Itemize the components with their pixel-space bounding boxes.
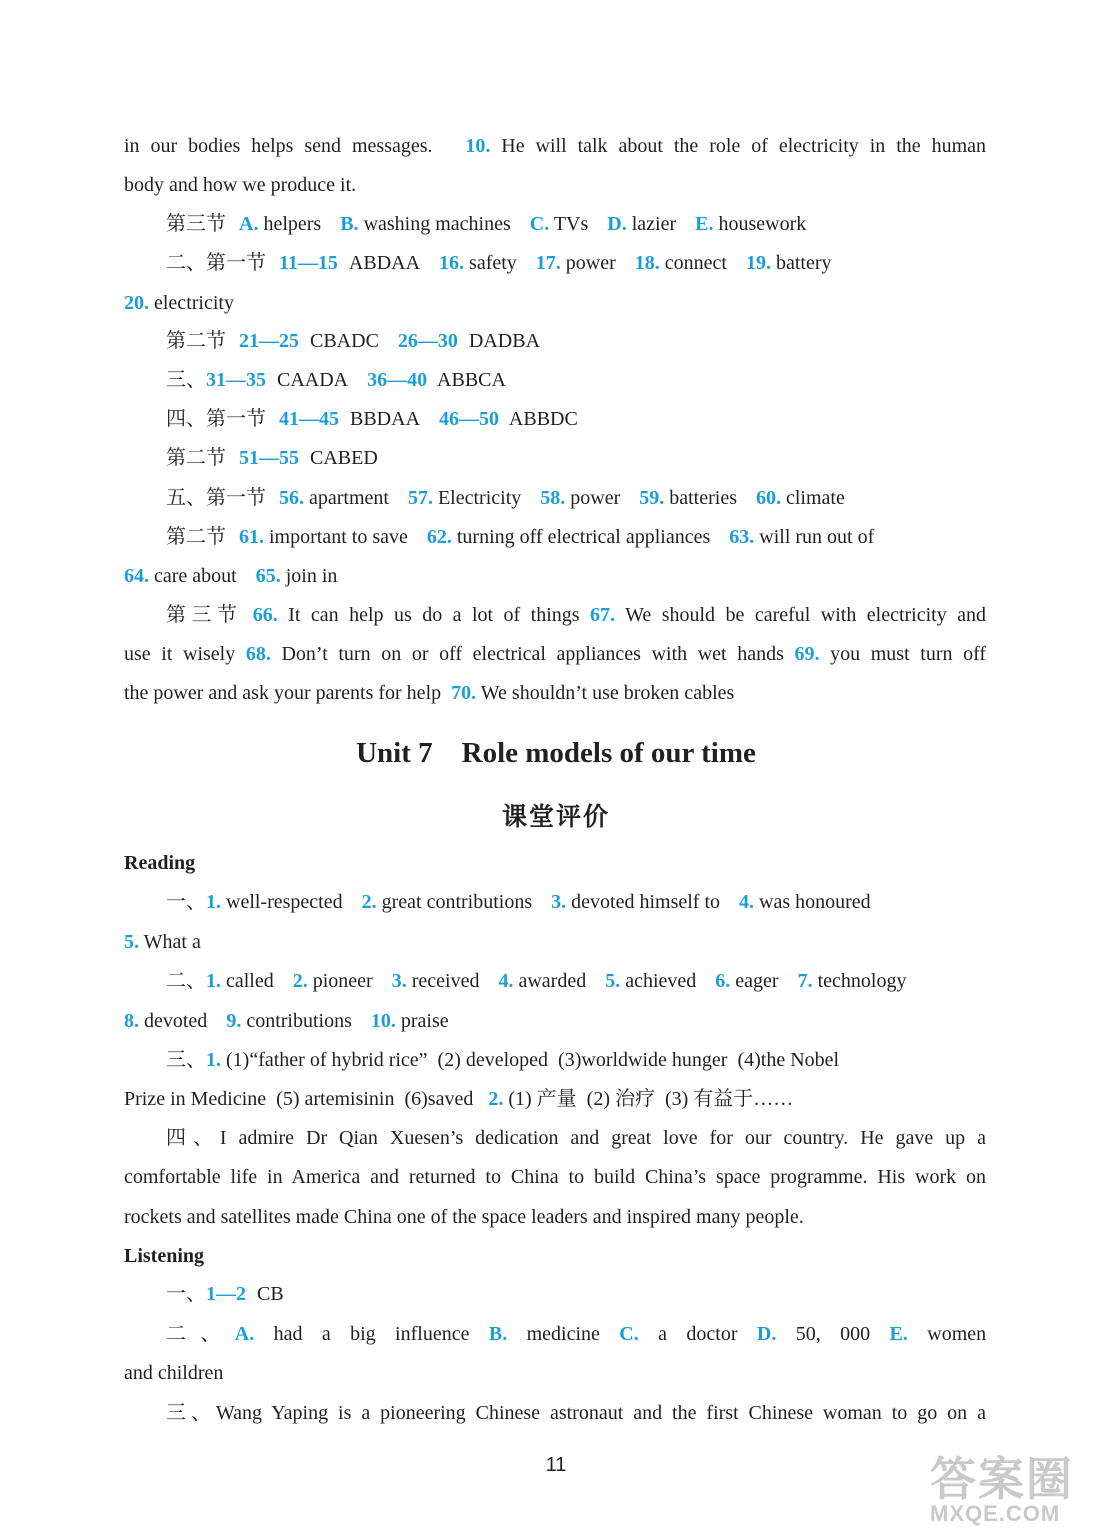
answer-line: use it wisely 68. Don’t turn on or off electrical appliances with wet hands 69. you must turn off: [124, 643, 987, 665]
paragraph-line: rockets and satellites made China one of the space leaders and inspired many people.: [124, 1206, 804, 1228]
answer-line: 第二节 51—55 CABED: [166, 447, 378, 469]
unit-title: Unit 7 Role models of our time: [356, 737, 756, 769]
answer-line: 二、第一节 11—15 ABDAA 16. safety 17. power 18. connect 19. battery: [166, 252, 832, 274]
answer-line: 一、1. well-respected 2. great contributions 3. devoted himself to 4. was honoured: [166, 891, 871, 913]
listening-heading: Listening: [124, 1245, 205, 1267]
question-number: 10.: [465, 135, 491, 157]
answer-line: 20. electricity: [124, 292, 234, 314]
answer-line: 第二节 61. important to save 62. turning off electrical appliances 63. will run out of: [166, 526, 875, 548]
reading-heading: Reading: [124, 852, 196, 874]
answer-number: A.: [239, 213, 259, 235]
answer-line: 二、A. had a big influence B. medicine C. a doctor D. 50, 000 E. women: [166, 1323, 987, 1345]
answer-line: 64. care about 65. join in: [124, 565, 338, 587]
paragraph-line: 四、I admire Dr Qian Xuesen’s dedication and great love for our country. He gave up a: [166, 1127, 986, 1149]
answer-line: and children: [124, 1362, 224, 1384]
answer-line: 第三节 66. It can help us do a lot of things 67. We should be careful with electricity and: [166, 604, 987, 626]
answer-line: Prize in Medicine (5) artemisinin (6)saved 2. (1) 产量 (2) 治疗 (3) 有益于……: [124, 1088, 794, 1110]
answer-number: D.: [607, 213, 627, 235]
watermark-logo: [930, 1455, 1100, 1527]
section-title: 课堂评价: [501, 804, 610, 831]
answer-line: 第二节 21—25 CBADC 26—30 DADBA: [166, 330, 541, 352]
answer-line: 三、31—35 CAADA 36—40 ABBCA: [166, 369, 506, 391]
answer-line: body and how we produce it.: [124, 174, 357, 196]
answer-line: 一、1—2 CB: [166, 1283, 284, 1305]
page-number: 11: [545, 1454, 567, 1476]
answer-number: C.: [529, 213, 550, 235]
answer-line: 四、第一节 41—45 BBDAA 46—50 ABBDC: [166, 408, 578, 430]
watermark-main: 答案圈: [930, 1453, 1074, 1505]
paragraph-line: comfortable life in America and returned to China to build China’s space programme. His work on: [124, 1166, 986, 1188]
answer-line: 8. devoted 9. contributions 10. praise: [124, 1010, 449, 1032]
watermark-url: MXQE.COM: [930, 1501, 1061, 1526]
answer-line: 三、1. (1)“father of hybrid rice” (2) developed (3)worldwide hunger (4)the Nobel: [166, 1049, 840, 1071]
answer-line: the power and ask your parents for help 70. We shouldn’t use broken cables: [124, 682, 735, 704]
answer-line: in our bodies helps send messages. 10. He will talk about the role of electricity in the human: [124, 135, 987, 157]
answer-line: 五、第一节 56. apartment 57. Electricity 58. power 59. batteries 60. climate: [166, 487, 845, 509]
answer-number: B.: [340, 213, 359, 235]
answer-line: 5. What a: [124, 931, 201, 953]
answer-line: 二、1. called 2. pioneer 3. received 4. awarded 5. achieved 6. eager 7. technology: [166, 970, 907, 992]
answer-number: E.: [695, 213, 714, 235]
paragraph-line: 三、Wang Yaping is a pioneering Chinese astronaut and the first Chinese woman to go on a: [166, 1402, 986, 1424]
answer-line: 第三节 A. helpers B. washing machines C. TVs D. lazier E. housework: [166, 213, 807, 235]
